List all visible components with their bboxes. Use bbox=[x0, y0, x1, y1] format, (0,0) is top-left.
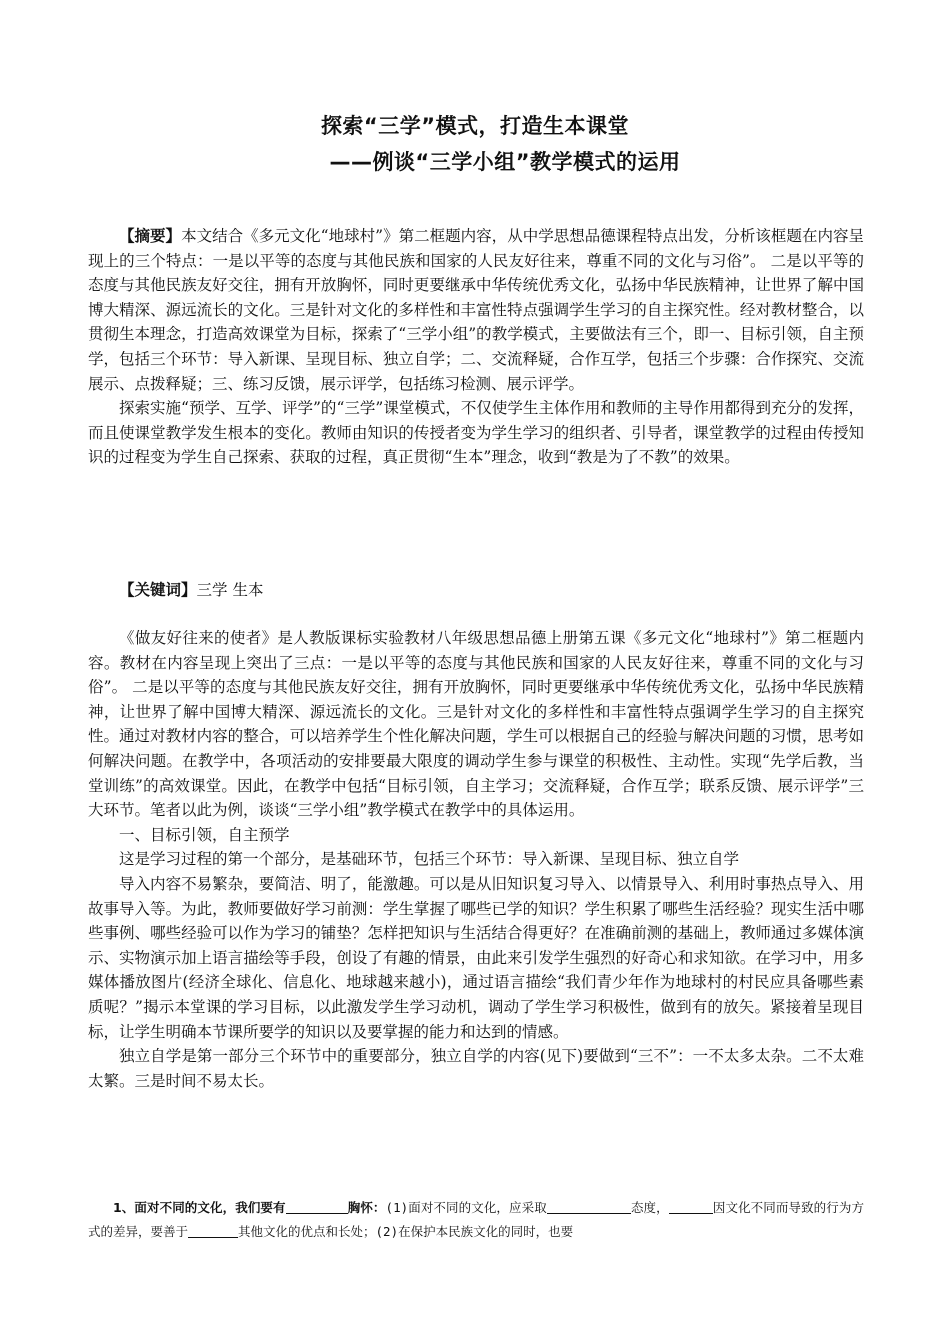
abstract-paragraph-2: 探索实施“预学、互学、评学”的“三学”课堂模式，不仅使学生主体作用和教师的主导作用都得到充分的发挥，而且使课堂教学发生根本的变化。教师由知识的传授者变为学生学习的组织者、引导者，课堂教学的过程由传授知识的过程变为学生自己探索、获取的过程，真正贯彻“生本”理念，收到“教是为了不教”的效果。 bbox=[88, 399, 864, 467]
exercise-text-4: 其他文化的优点和长处；(2)在保护本民族文化的同时，也要 bbox=[238, 1224, 574, 1239]
keywords-text: 三学 生本 bbox=[196, 581, 264, 599]
fill-blank bbox=[286, 1199, 348, 1214]
exercise-text-1: (1)面对不同的文化，应采取 bbox=[385, 1200, 547, 1215]
abstract-section bbox=[88, 224, 864, 470]
document-title: 探索“三学”模式，打造生本课堂 bbox=[320, 114, 630, 138]
abstract-paragraph bbox=[88, 224, 864, 396]
document-subtitle: ——例谈“三学小组”教学模式的运用 bbox=[329, 150, 681, 174]
main-body bbox=[88, 626, 864, 1093]
body-paragraph-4: 独立自学是第一部分三个环节中的重要部分，独立自学的内容(见下)要做到“三不”：一不太多太杂。二不太难太繁。三是时间不易太长。 bbox=[88, 1047, 864, 1090]
abstract-text: 本文结合《多元文化“地球村”》第二框题内容，从中学思想品德课程特点出发，分析该框题在内容呈现上的三个特点：一是以平等的态度与其他民族和国家的人民友好往来，尊重不同的文化与习俗”。 二是以平等的态度与其他民族友好交往，拥有开放胸怀，同时更要继承中华传统优秀文化，弘扬中华民族精神，让世界了解中国博大精深、源远流长的文化。三是针对文化的多样性和丰富性特点强调学生学习的自主探究性。经对教材整合，以贯彻生本理念，打造高效课堂为目标，探索了“三学小组”的教学模式，主要做法有三个，即一、目标引领，自主预学，包括三个环节：导入新课、呈现目标、独立自学；二、交流释疑，合作互学，包括三个步骤：合作探究、交流展示、点拨释疑；三、练习反馈，展示评学，包括练习检测、展示评学。 bbox=[88, 227, 864, 393]
body-paragraph-intro: 《做友好往来的使者》是人教版课标实验教材八年级思想品德上册第五课《多元文化“地球村”》第二框题内容。教材在内容呈现上突出了三点：一是以平等的态度与其他民族和国家的人民友好往来，尊重不同的文化与习俗”。 二是以平等的态度与其他民族友好交往，拥有开放胸怀，同时更要继承中华传统优秀文化，弘扬中华民族精神，让世界了解中国博大精深、源远流长的文化。三是针对文化的多样性和丰富性特点强调学生学习的自主探究性。通过对教材内容的整合，可以培养学生个性化解决问题，学生可以根据自己的经验与解决问题的习惯，思考如何解决问题。在教学中，各项活动的安排要最大限度的调动学生参与课堂的积极性、主动性。实现“先学后教，当堂训练”的高效课堂。因此，在教学中包括“目标引领，自主学习；交流释疑，合作互学；联系反馈、展示评学”三大环节。笔者以此为例，谈谈“三学小组”教学模式在教学中的具体运用。 bbox=[88, 629, 864, 820]
exercise-question-1 bbox=[88, 1196, 864, 1244]
body-paragraph-2: 这是学习过程的第一个部分，是基础环节，包括三个环节：导入新课、呈现目标、独立自学 bbox=[119, 850, 740, 869]
fill-blank bbox=[669, 1199, 713, 1214]
exercise-text-3: 因文化不同而导致的行为方式的差异，要善于 bbox=[88, 1200, 864, 1239]
keywords-label: 【关键词】 bbox=[119, 580, 197, 599]
exercise-question-lead: 1、面对不同的文化，我们要有 bbox=[113, 1200, 286, 1215]
exercise-text-2: 态度， bbox=[630, 1200, 669, 1215]
fill-blank bbox=[188, 1223, 238, 1238]
fill-blank bbox=[547, 1199, 631, 1214]
keywords-section bbox=[88, 578, 864, 603]
body-paragraph-3: 导入内容不易繁杂，要简洁、明了，能激趣。可以是从旧知识复习导入、以情景导入、利用时事热点导入、用故事导入等。为此，教师要做好学习前测：学生掌握了哪些已学的知识？学生积累了哪些生活经验？现实生活中哪些事例、哪些经验可以作为学习的铺垫？怎样把知识与生活结合得更好？在准确前测的基础上，教师通过多媒体演示、实物演示加上语言描绘等手段，创设了有趣的情景，由此来引发学生强烈的好奇心和求知欲。在学习中，用多媒体播放图片(经济全球化、信息化、地球越来越小)，通过语言描绘“我们青少年作为地球村的村民应具备哪些素质呢？”揭示本堂课的学习目标，以此激发学生学习动机，调动了学生学习积极性，做到有的放矢。紧接着呈现目标，让学生明确本节课所要学的知识以及要掌握的能力和达到的情感。 bbox=[88, 874, 864, 1041]
exercise-question-lead-2: 胸怀： bbox=[347, 1200, 386, 1215]
section-heading-1: 一、目标引领，自主预学 bbox=[119, 825, 290, 844]
exercise-block bbox=[88, 1196, 864, 1244]
keywords-line bbox=[88, 578, 864, 603]
abstract-label: 【摘要】 bbox=[119, 226, 182, 245]
